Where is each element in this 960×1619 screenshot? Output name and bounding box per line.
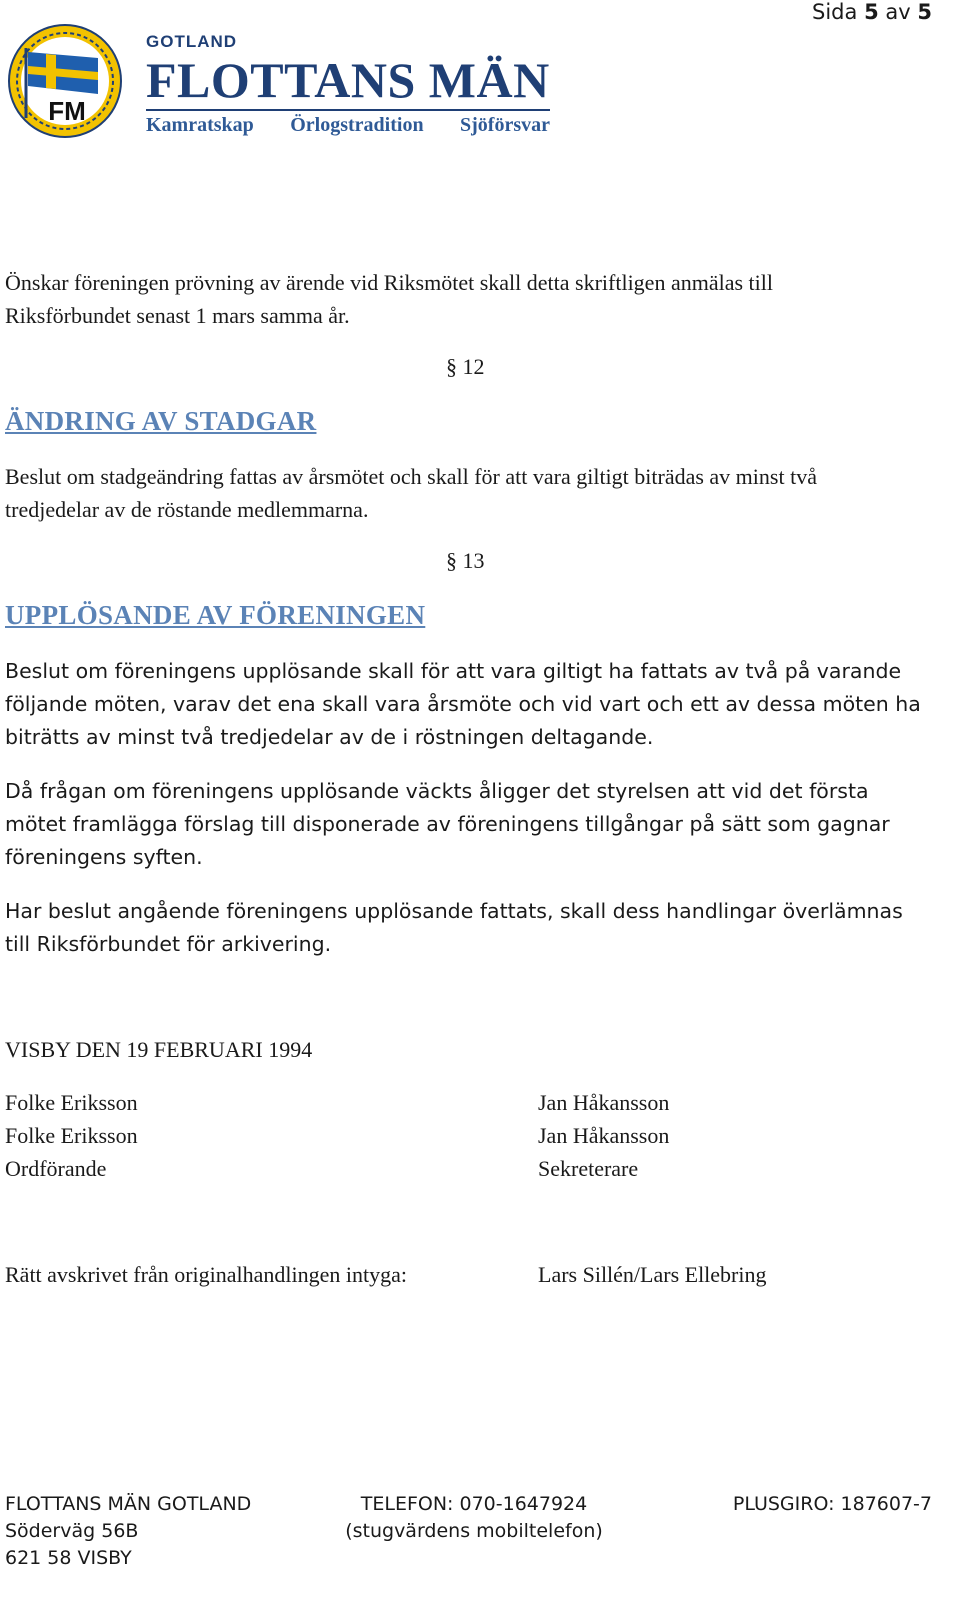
logo-divider (146, 109, 550, 111)
section-12-text: Beslut om stadgeändring fattas av årsmötet och skall för att vara giltigt biträdas av minst två tredjedelar av de röstande medlemmarna. (5, 464, 817, 522)
attest-names: Lars Sillén/Lars Ellebring (538, 1262, 767, 1287)
place-date: VISBY DEN 19 FEBRUARI 1994 (5, 1037, 313, 1062)
section-heading-stadgar: ÄNDRING AV STADGAR (5, 406, 317, 436)
signature-right (538, 1086, 669, 1185)
page-number: Sida 5 av 5 (812, 0, 932, 24)
logo-gotland: GOTLAND (146, 32, 238, 51)
flottans-man-emblem (6, 22, 124, 140)
footer-plusgiro: PLUSGIRO: 187607-7 (732, 1493, 932, 1515)
signer-role: Sekreterare (538, 1156, 639, 1181)
section-number-12: § 12 (446, 354, 485, 379)
footer-phone: TELEFON: 070-1647924 (stugvärdens mobiltelefon) (345, 1493, 603, 1542)
logo-wordmark (146, 32, 566, 137)
svg-text:FM: FM (48, 96, 86, 126)
logo-tag: Örlogstradition (290, 114, 424, 136)
intro-paragraph: Önskar föreningen prövning av ärende vid Riksmötet skall detta skriftligen anmälas till Riksförbundet senast 1 mars samma år. (5, 270, 773, 328)
logo-tag: Kamratskap (146, 114, 254, 136)
section-13-paragraph-1: Beslut om föreningens upplösande skall för att vara giltigt ha fattats av två på varande följande möten, varav det ena skall vara årsmöte och vid vart och ett av dessa möten ha biträtts av minst två tredjedelar av de i röstningen deltagande. (5, 659, 921, 749)
section-number-13: § 13 (446, 548, 485, 573)
section-13-paragraph-3: Har beslut angående föreningens upplösande fattats, skall dess handlingar överlämnas till Riksförbundet för arkivering. (5, 899, 903, 956)
signer-name: Jan Håkansson (538, 1123, 670, 1148)
logo-tag: Sjöförsvar (460, 114, 550, 136)
signer-name: Folke Eriksson (5, 1090, 138, 1115)
signer-name: Jan Håkansson (538, 1090, 670, 1115)
section-heading-upplosande: UPPLÖSANDE AV FÖRENINGEN (5, 600, 426, 630)
signer-role: Ordförande (5, 1156, 107, 1181)
footer-address: FLOTTANS MÄN GOTLAND Söderväg 56B 621 58 VISBY (5, 1493, 252, 1569)
attest-label: Rätt avskrivet från originalhandlingen intyga: (5, 1262, 408, 1287)
section-13-paragraph-2: Då frågan om föreningens upplösande väckts åligger det styrelsen att vid det första mötet framlägga förslag till disponerade av föreningens tillgångar på sätt som gagnar föreningens syften. (5, 779, 890, 869)
logo-tagline (146, 114, 550, 137)
signer-name: Folke Eriksson (5, 1123, 138, 1148)
signature-left (5, 1086, 138, 1185)
logo-title: FLOTTANS MÄN (146, 52, 550, 108)
